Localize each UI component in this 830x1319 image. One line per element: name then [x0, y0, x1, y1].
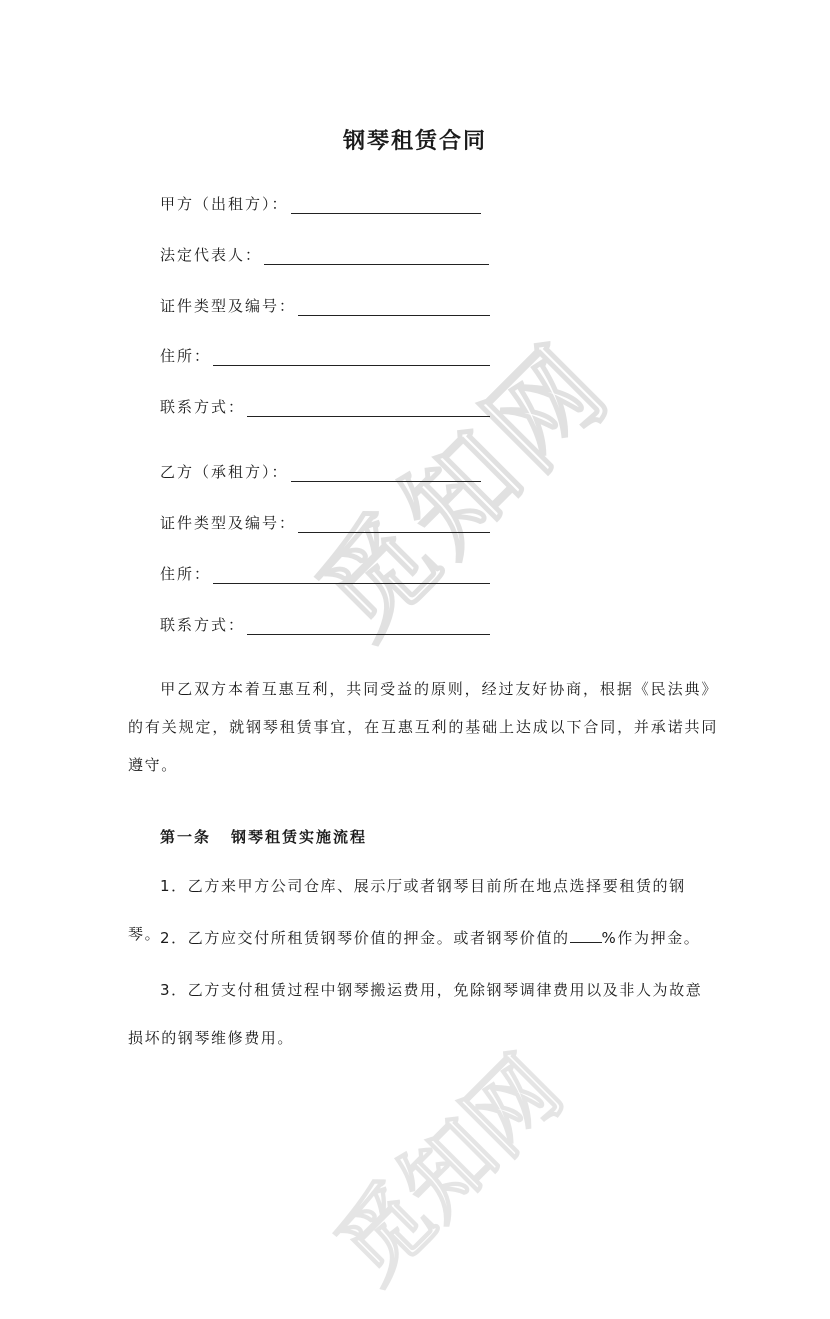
party-a-id-label: 证件类型及编号：	[160, 297, 297, 315]
party-b-contact-field	[160, 611, 490, 635]
party-a-id-field	[160, 292, 490, 316]
party-a-contact-label: 联系方式：	[160, 398, 246, 416]
item-3-text: 3．乙方支付租赁过程中钢琴搬运费用，免除钢琴调律费用以及非人为故意损坏的钢琴维修费用。	[128, 981, 703, 1047]
article-1-heading	[160, 826, 367, 847]
party-b-id-label: 证件类型及编号：	[160, 514, 297, 532]
party-a-address-field	[160, 342, 490, 366]
party-a-id-blank[interactable]	[298, 297, 490, 316]
deposit-percent-blank[interactable]	[570, 928, 602, 943]
party-b-id-field	[160, 509, 490, 533]
party-b-blank[interactable]	[291, 463, 481, 482]
legal-rep-field	[160, 241, 489, 265]
article-1-title: 钢琴租赁实施流程	[231, 828, 368, 846]
party-a-field	[160, 190, 481, 214]
preamble-paragraph	[128, 670, 718, 784]
legal-rep-blank[interactable]	[264, 246, 489, 265]
party-a-label: 甲方（出租方）：	[160, 195, 289, 213]
item-2-text: 2．乙方应交付所租赁钢琴价值的押金。或者钢琴价值的	[160, 929, 570, 947]
party-a-blank[interactable]	[291, 195, 481, 214]
preamble-text: 甲乙双方本着互惠互利，共同受益的原则，经过友好协商，根据《民法典》的有关规定，就钢琴租赁事宜，在互惠互利的基础上达成以下合同，并承诺共同遵守。	[128, 680, 718, 774]
item-2-suffix: %作为押金。	[601, 929, 701, 947]
party-b-contact-blank[interactable]	[247, 616, 490, 635]
party-a-address-label: 住所：	[160, 347, 212, 365]
party-a-contact-blank[interactable]	[247, 398, 490, 417]
legal-rep-label: 法定代表人：	[160, 246, 263, 264]
party-b-id-blank[interactable]	[298, 514, 490, 533]
item-1-text: 1．乙方来甲方公司仓库、展示厅或者钢琴目前所在地点选择要租赁的钢琴。	[128, 877, 686, 943]
party-b-field	[160, 458, 481, 482]
party-b-address-field	[160, 560, 490, 584]
party-b-address-label: 住所：	[160, 565, 212, 583]
article-1-item-2	[128, 914, 718, 962]
watermark: 觅知网	[294, 319, 636, 661]
party-a-address-blank[interactable]	[213, 347, 490, 366]
party-a-contact-field	[160, 393, 490, 417]
document-title: 钢琴租赁合同	[342, 129, 487, 154]
article-1-number: 第一条	[160, 828, 212, 846]
watermark-bottom: 觅知网	[317, 1037, 583, 1303]
party-b-label: 乙方（承租方）：	[160, 463, 289, 481]
party-b-address-blank[interactable]	[213, 565, 490, 584]
article-1-item-3	[128, 966, 718, 1062]
party-b-contact-label: 联系方式：	[160, 616, 246, 634]
